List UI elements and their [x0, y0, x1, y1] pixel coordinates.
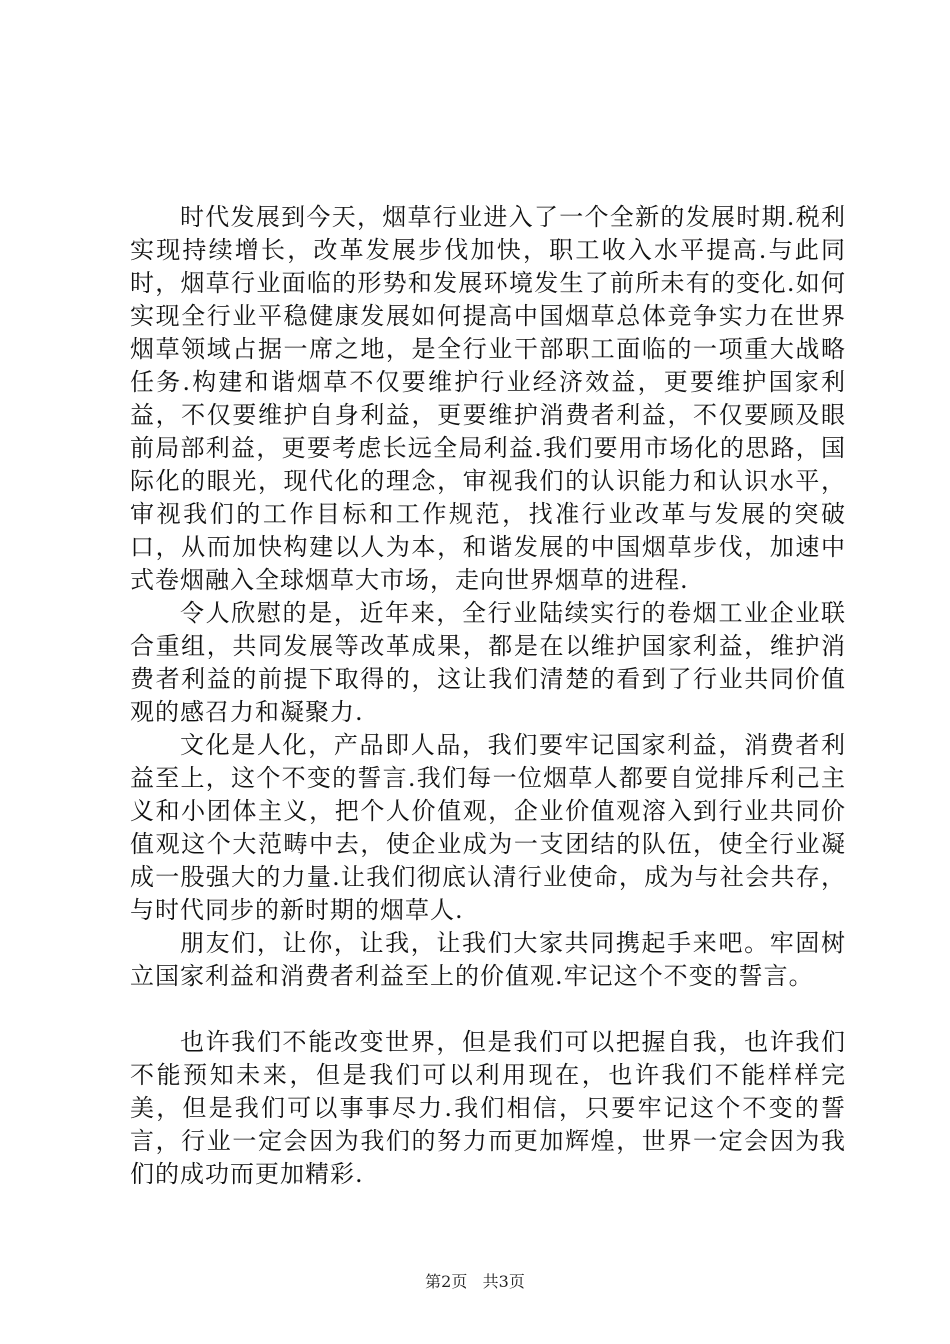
paragraph-5: 也许我们不能改变世界，但是我们可以把握自我，也许我们不能预知未来，但是我们可以利用现在，也许我们不能样样完美，但是我们可以事事尽力.我们相信，只要牢记这个不变的誓言，行业一定会因为我们的努力而更加辉煌，世界一定会因为我们的成功而更加精彩. — [130, 1028, 846, 1188]
paragraph-3: 文化是人化，产品即人品，我们要牢记国家利益，消费者利益至上，这个不变的誓言.我们每一位烟草人都要自觉排斥利己主义和小团体主义，把个人价值观，企业价值观溶入到行业共同价值观这个大范畴中去，使企业成为一支团结的队伍，使全行业凝成一股强大的力量.让我们彻底认清行业使命，成为与社会共存，与时代同步的新时期的烟草人. — [130, 731, 846, 924]
document-body — [130, 201, 846, 1191]
page-number: 第2页 — [425, 1272, 468, 1291]
paragraph-2: 令人欣慰的是，近年来，全行业陆续实行的卷烟工业企业联合重组，共同发展等改革成果，都是在以维护国家利益，维护消费者利益的前提下取得的，这让我们清楚的看到了行业共同价值观的感召力和凝聚力. — [130, 599, 846, 726]
page-total: 共3页 — [482, 1272, 525, 1291]
paragraph-1: 时代发展到今天，烟草行业进入了一个全新的发展时期.税利实现持续增长，改革发展步伐加快，职工收入水平提高.与此同时，烟草行业面临的形势和发展环境发生了前所未有的变化.如何实现全行业平稳健康发展如何提高中国烟草总体竞争实力在世界烟草领域占据一席之地，是全行业干部职工面临的一项重大战略任务.构建和谐烟草不仅要维护行业经济效益，更要维护国家利益，不仅要维护自身利益，更要维护消费者利益，不仅要顾及眼前局部利益，更要考虑长远全局利益.我们要用市场化的思路，国际化的眼光，现代化的理念，审视我们的认识能力和认识水平，审视我们的工作目标和工作规范，找准行业改革与发展的突破口，从而加快构建以人为本，和谐发展的中国烟草步伐，加速中式卷烟融入全球烟草大市场，走向世界烟草的进程. — [130, 203, 846, 594]
paragraph-4: 朋友们，让你，让我，让我们大家共同携起手来吧。牢固树立国家利益和消费者利益至上的价值观.牢记这个不变的誓言。 — [130, 929, 846, 990]
page-footer — [0, 1272, 950, 1292]
footer-spacer — [472, 1272, 477, 1292]
